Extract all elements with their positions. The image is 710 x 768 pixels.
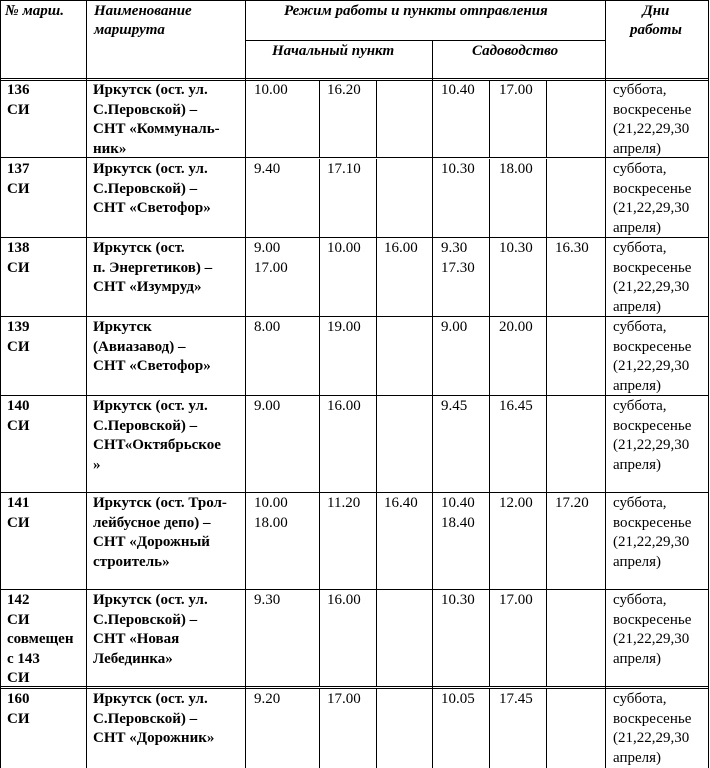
time-subcolumn-line: [319, 689, 320, 768]
time-subcolumn-line: [319, 238, 320, 316]
start-time-2: 17.00: [327, 691, 361, 707]
route-name: Иркутск (ост. п. Энергетиков) – СНТ «Изумруд»: [93, 240, 213, 295]
time-subcolumn-line: [546, 317, 547, 395]
start-time-3: 16.40: [384, 495, 418, 511]
garden-time-1: 10.05: [441, 691, 475, 707]
row-separator-2: [0, 688, 709, 689]
time-subcolumn-line: [546, 159, 547, 237]
time-subcolumn-line: [319, 317, 320, 395]
time-subcolumn-line: [546, 493, 547, 589]
garden-time-3: 17.20: [555, 495, 589, 511]
time-subcolumn-line: [489, 159, 490, 237]
garden-time-1: 10.30: [441, 592, 475, 608]
time-subcolumn-line: [376, 590, 377, 686]
route-name: Иркутск (ост. ул. С.Перовской) – СНТ «Светофор»: [93, 161, 211, 216]
garden-time-2: 16.45: [499, 398, 533, 414]
header-start-point: Начальный пункт: [272, 43, 395, 59]
time-subcolumn-line: [546, 590, 547, 686]
garden-time-3: 16.30: [555, 240, 589, 256]
garden-time-1: 10.40: [441, 82, 475, 98]
garden-time-2: 20.00: [499, 319, 533, 335]
time-subcolumn-line: [319, 80, 320, 157]
time-subcolumn-line: [376, 689, 377, 768]
work-days: суббота, воскресенье (21,22,29,30 апреля): [613, 691, 692, 766]
time-subcolumn-line: [376, 159, 377, 237]
time-subcolumn-line: [546, 238, 547, 316]
start-time-2: 10.00: [327, 240, 361, 256]
garden-time-1: 9.00: [441, 319, 468, 335]
garden-time-1: 9.30 17.30: [441, 240, 475, 276]
work-days: суббота, воскресенье (21,22,29,30 апреля): [613, 592, 692, 667]
table-border-right: [708, 0, 709, 768]
row-separator: [0, 589, 709, 590]
time-subcolumn-line: [546, 689, 547, 768]
start-time-2: 17.10: [327, 161, 361, 177]
start-time-2: 19.00: [327, 319, 361, 335]
start-time-3: 16.00: [384, 240, 418, 256]
work-days: суббота, воскресенье (21,22,29,30 апреля): [613, 82, 692, 157]
table-divider-start-garden: [432, 40, 433, 768]
route-name: Иркутск (ост. ул. С.Перовской) – СНТ «Дорожник»: [93, 691, 215, 746]
time-subcolumn-line: [489, 317, 490, 395]
garden-time-2: 18.00: [499, 161, 533, 177]
route-number: 137 СИ: [7, 161, 30, 197]
header-route-name: Наименование маршрута: [94, 3, 192, 38]
time-subcolumn-line: [376, 238, 377, 316]
row-separator: [0, 686, 709, 687]
time-subcolumn-line: [489, 396, 490, 492]
header-subdivider: [245, 40, 606, 41]
garden-time-2: 12.00: [499, 495, 533, 511]
time-subcolumn-line: [489, 493, 490, 589]
garden-time-2: 10.30: [499, 240, 533, 256]
header-days: Дни работы: [630, 3, 682, 38]
table-divider-days: [605, 0, 606, 768]
route-number: 141 СИ: [7, 495, 30, 531]
header-bottom-line: [0, 78, 709, 79]
garden-time-1: 10.30: [441, 161, 475, 177]
time-subcolumn-line: [376, 493, 377, 589]
start-time-2: 16.00: [327, 592, 361, 608]
table-border-left: [0, 0, 1, 768]
row-separator: [0, 237, 709, 238]
header-garden: Садоводство: [472, 43, 559, 59]
route-name: Иркутск (ост. ул. С.Перовской) – СНТ«Октябрьское »: [93, 398, 221, 473]
time-subcolumn-line: [319, 159, 320, 237]
garden-time-2: 17.00: [499, 592, 533, 608]
start-time-1: 10.00 18.00: [254, 495, 288, 531]
route-number: 142 СИ совмещен с 143 СИ: [7, 592, 74, 686]
start-time-1: 10.00: [254, 82, 288, 98]
time-subcolumn-line: [489, 80, 490, 157]
route-name: Иркутск (ост. ул. С.Перовской) – СНТ «Новая Лебединка»: [93, 592, 208, 667]
start-time-2: 11.20: [327, 495, 361, 511]
time-subcolumn-line: [546, 80, 547, 157]
time-subcolumn-line: [489, 590, 490, 686]
table-border-top: [0, 0, 709, 1]
row-separator: [0, 492, 709, 493]
start-time-1: 9.00 17.00: [254, 240, 288, 276]
work-days: суббота, воскресенье (21,22,29,30 апреля): [613, 495, 692, 570]
start-time-1: 9.30: [254, 592, 281, 608]
row-separator: [0, 395, 709, 396]
table-divider-name: [245, 0, 246, 768]
work-days: суббота, воскресенье (21,22,29,30 апреля): [613, 398, 692, 473]
route-number: 140 СИ: [7, 398, 30, 434]
garden-time-2: 17.00: [499, 82, 533, 98]
table-divider-num: [86, 0, 87, 768]
time-subcolumn-line: [376, 396, 377, 492]
time-subcolumn-line: [546, 396, 547, 492]
route-number: 136 СИ: [7, 82, 30, 118]
time-subcolumn-line: [319, 493, 320, 589]
work-days: суббота, воскресенье (21,22,29,30 апреля): [613, 240, 692, 315]
start-time-1: 9.40: [254, 161, 281, 177]
start-time-2: 16.20: [327, 82, 361, 98]
time-subcolumn-line: [489, 689, 490, 768]
work-days: суббота, воскресенье (21,22,29,30 апреля): [613, 161, 692, 236]
work-days: суббота, воскресенье (21,22,29,30 апреля): [613, 319, 692, 394]
route-name: Иркутск (ост. Трол- лейбусное депо) – СНТ «Дорожный строитель»: [93, 495, 227, 570]
time-subcolumn-line: [376, 80, 377, 157]
row-separator: [0, 316, 709, 317]
time-subcolumn-line: [376, 317, 377, 395]
start-time-1: 9.00: [254, 398, 281, 414]
time-subcolumn-line: [319, 590, 320, 686]
garden-time-1: 9.45: [441, 398, 468, 414]
route-name: Иркутск (Авиазавод) – СНТ «Светофор»: [93, 319, 211, 374]
start-time-1: 9.20: [254, 691, 281, 707]
time-subcolumn-line: [489, 238, 490, 316]
route-number: 138 СИ: [7, 240, 30, 276]
route-name: Иркутск (ост. ул. С.Перовской) – СНТ «Коммуналь- ник»: [93, 82, 220, 157]
garden-time-2: 17.45: [499, 691, 533, 707]
time-subcolumn-line: [319, 396, 320, 492]
start-time-1: 8.00: [254, 319, 281, 335]
route-number: 160 СИ: [7, 691, 30, 727]
header-route-no: № марш.: [5, 3, 64, 19]
garden-time-1: 10.40 18.40: [441, 495, 475, 531]
header-schedule: Режим работы и пункты отправления: [284, 3, 548, 19]
route-number: 139 СИ: [7, 319, 30, 355]
start-time-2: 16.00: [327, 398, 361, 414]
